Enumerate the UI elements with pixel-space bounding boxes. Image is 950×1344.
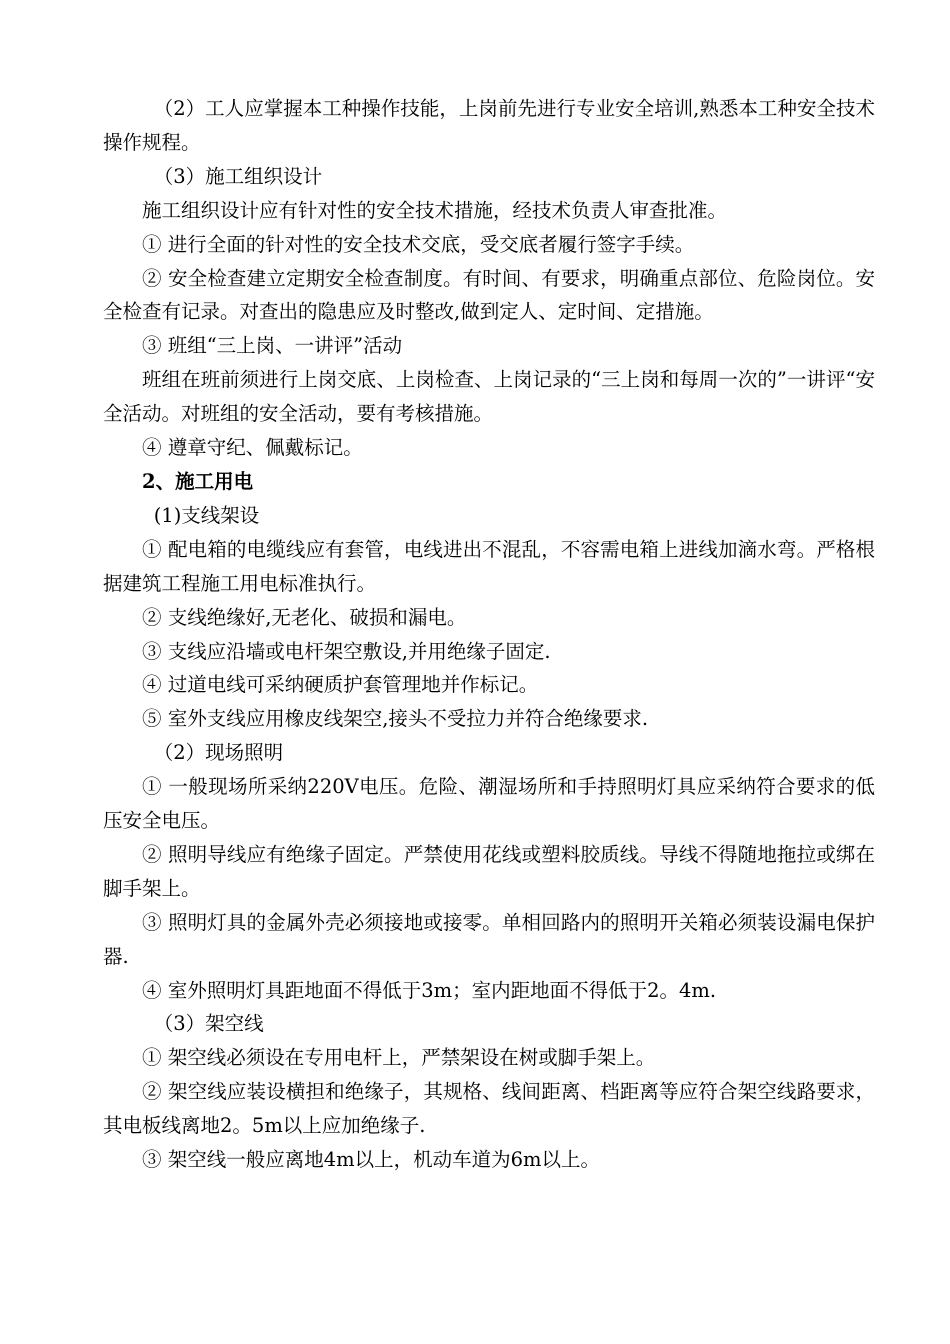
paragraph-lighting-grounding: ③ 照明灯具的金属外壳必须接地或接零。单相回路内的照明开关箱必须装设漏电保护器.: [103, 910, 875, 968]
paragraph-safety-briefing: ① 进行全面的针对性的安全技术交底，受交底者履行签字手续。: [142, 232, 695, 256]
paragraph-branch-line-heading: (1)支线架设: [153, 503, 260, 527]
paragraph-branch-routing: ③ 支线应沿墙或电杆架空敷设,并用绝缘子固定.: [142, 639, 551, 663]
paragraph-lighting-wiring: ② 照明导线应有绝缘子固定。严禁使用花线或塑料胶质线。导线不得随地拖拉或绑在脚手架上。: [103, 842, 875, 900]
paragraph-overhead-height: ③ 架空线一般应离地4m以上，机动车道为6m以上。: [142, 1148, 600, 1172]
paragraph-passage-wire: ④ 过道电线可采纳硬质护套管理地并作标记。: [142, 673, 539, 697]
paragraph-discipline: ④ 遵章守纪、佩戴标记。: [142, 436, 363, 460]
paragraph-safety-inspection: ② 安全检查建立定期安全检查制度。有时间、有要求，明确重点部位、危险岗位。安全检查有记录。对查出的隐患应及时整改,做到定人、定时间、定措施。: [103, 266, 875, 324]
paragraph-outdoor-branch: ⑤ 室外支线应用橡皮线架空,接头不受拉力并符合绝缘要求.: [142, 707, 649, 731]
paragraph-overhead-pole: ① 架空线必须设在专用电杆上，严禁架设在树或脚手架上。: [142, 1046, 656, 1070]
paragraph-worker-training: （2）工人应掌握本工种操作技能，上岗前先进行专业安全培训,熟悉本工种安全技术操作规程。: [103, 97, 875, 154]
paragraph-team-activity: 班组在班前须进行上岗交底、上岗检查、上岗记录的“三上岗和每周一次的”一讲评“安全活动。对班组的安全活动，要有考核措施。: [103, 368, 875, 426]
paragraph-overhead-line-heading: （3）架空线: [153, 1012, 264, 1036]
paragraph-site-lighting-heading: （2）现场照明: [153, 741, 284, 765]
paragraph-branch-insulation: ② 支线绝缘好,无老化、破损和漏电。: [142, 605, 467, 629]
document-body: [103, 92, 875, 1177]
section-heading-construction-electricity: 2、施工用电: [142, 469, 254, 493]
paragraph-team-activity-heading: ③ 班组“三上岗、一讲评”活动: [142, 334, 403, 358]
paragraph-lighting-voltage: ① 一般现场所采纳220V电压。危险、潮湿场所和手持照明灯具应采纳符合要求的低压安全电压。: [103, 775, 875, 833]
paragraph-lighting-height: ④ 室外照明灯具距地面不得低于3m；室内距地面不得低于2。4m.: [142, 978, 717, 1002]
paragraph-overhead-crossarm: ② 架空线应装设横担和绝缘子，其规格、线间距离、档距离等应符合架空线路要求，其电板线离地2。5m以上应加绝缘子.: [103, 1080, 875, 1138]
paragraph-construction-design-heading: （3）施工组织设计: [153, 164, 323, 188]
paragraph-construction-design: 施工组织设计应有针对性的安全技术措施，经技术负责人审查批准。: [142, 198, 728, 222]
paragraph-distribution-box: ① 配电箱的电缆线应有套管，电线进出不混乱，不容需电箱上进线加滴水弯。严格根据建筑工程施工用电标准执行。: [103, 537, 875, 595]
